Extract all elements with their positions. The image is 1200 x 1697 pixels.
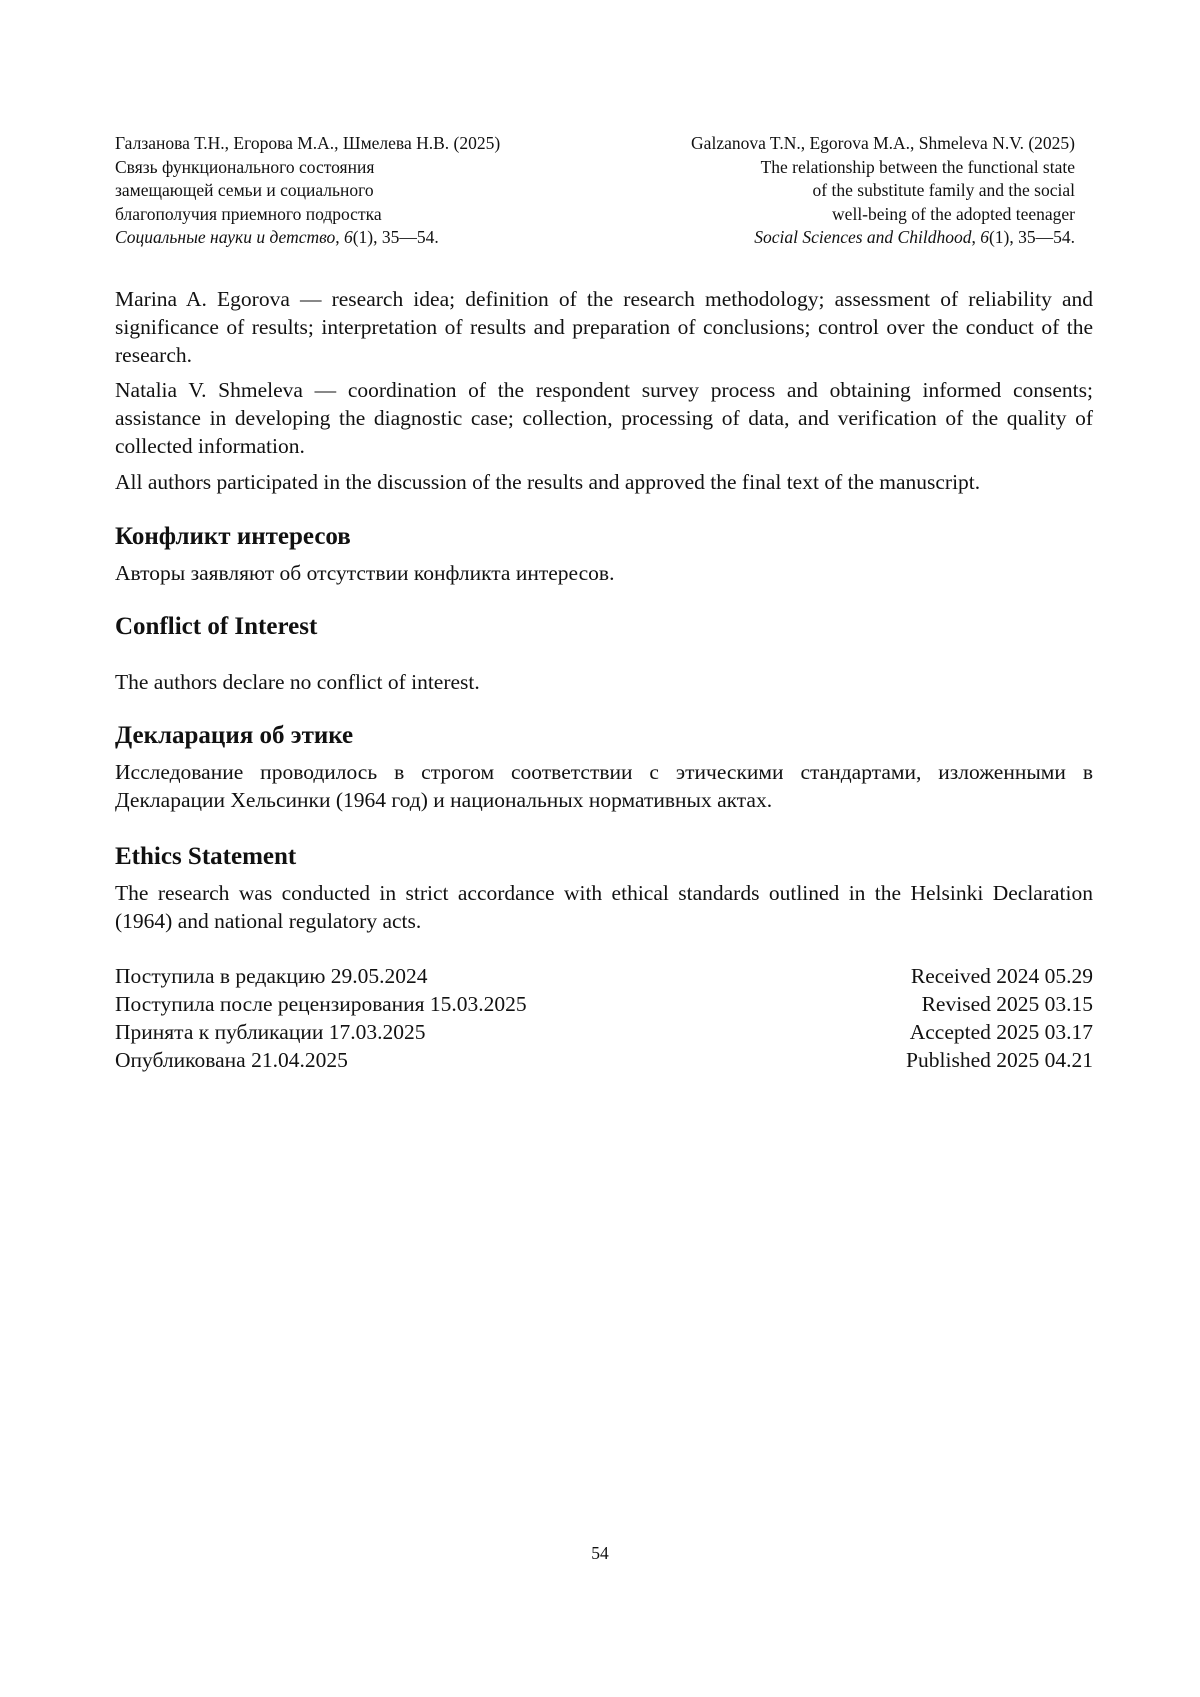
citation-en-volume: 6 — [980, 227, 989, 247]
publication-dates — [115, 962, 1093, 1074]
date-revised-ru: Поступила после рецензирования 15.03.2025 — [115, 992, 527, 1016]
citation-ru-issue-pages: (1), 35—54. — [352, 227, 439, 247]
date-published-en: Published 2025 04.21 — [906, 1048, 1093, 1072]
citation-ru-authors: Галзанова Т.Н., Егорова М.А., Шмелева Н.В. (2025) — [115, 133, 501, 153]
conflict-en-heading: Conflict of Interest — [115, 613, 318, 640]
citation-ru — [115, 132, 585, 250]
date-row-received — [115, 962, 1093, 990]
ethics-ru-heading: Декларация об этике — [115, 722, 354, 749]
date-received-ru: Поступила в редакцию 29.05.2024 — [115, 964, 428, 988]
citation-en-title-line: of the substitute family and the social — [812, 180, 1075, 200]
contribution-all-text: All authors participated in the discussion of the results and approved the final text of the manuscript. — [115, 470, 981, 494]
conflict-ru-text: Авторы заявляют об отсутствии конфликта интересов. — [115, 561, 615, 585]
citation-en-authors: Galzanova T.N., Egorova M.A., Shmeleva N.V. (2025) — [691, 133, 1075, 153]
date-row-accepted — [115, 1018, 1093, 1046]
citation-en-source — [605, 226, 1075, 250]
date-published-ru: Опубликована 21.04.2025 — [115, 1048, 348, 1072]
contribution-all — [115, 468, 1093, 496]
conflict-en-text: The authors declare no conflict of interest. — [115, 670, 480, 694]
citation-en-issue-pages: (1), 35—54. — [988, 227, 1075, 247]
contribution-egorova — [115, 285, 1093, 369]
citation-en-title-line: well-being of the adopted teenager — [832, 203, 1075, 224]
citation-ru-title-line: Связь функционального состояния — [115, 156, 375, 177]
date-row-revised — [115, 990, 1093, 1018]
citation-ru-journal: Социальные науки и детство — [115, 227, 336, 247]
ethics-en-text: The research was conducted in strict accordance with ethical standards outlined in the Helsinki Declaration (1964) and national regulatory acts. — [115, 881, 1093, 933]
ethics-en-heading: Ethics Statement — [115, 843, 297, 870]
contribution-shmeleva — [115, 376, 1093, 460]
citation-ru-title-line: благополучия приемного подростка — [115, 203, 382, 224]
ethics-ru-text: Исследование проводилось в строгом соответствии с этическими стандартами, изложенными в Декларации Хельсинки (1964 год) и национальных нормативных актах. — [115, 760, 1093, 812]
citation-en-separator: , — [971, 227, 981, 247]
citation-ru-title-line: замещающей семьи и социального — [115, 180, 374, 200]
citation-ru-volume: 6 — [343, 227, 353, 247]
citation-en-journal: Social Sciences and Childhood — [754, 227, 972, 247]
conflict-ru-heading: Конфликт интересов — [115, 523, 351, 550]
page-number: 54 — [591, 1543, 609, 1563]
date-accepted-en: Accepted 2025 03.17 — [909, 1020, 1093, 1044]
citation-ru-source — [115, 226, 585, 250]
date-revised-en: Revised 2025 03.15 — [921, 992, 1093, 1016]
date-received-en: Received 2024 05.29 — [910, 964, 1093, 988]
contribution-egorova-text: Marina A. Egorova — research idea; definition of the research methodology; assessment of reliability and significance of results; interpretation of results and preparation of conclusions; control over the conduct of the research. — [115, 287, 1093, 367]
citation-en — [605, 132, 1075, 250]
date-accepted-ru: Принята к публикации 17.03.2025 — [115, 1020, 426, 1044]
running-header — [115, 132, 1075, 250]
contribution-shmeleva-text: Natalia V. Shmeleva — coordination of the respondent survey process and obtaining informed consents; assistance in developing the diagnostic case; collection, processing of data, and verification of the quality of collected information. — [115, 378, 1093, 458]
citation-ru-separator: , — [335, 227, 344, 247]
citation-en-title-line: The relationship between the functional state — [760, 156, 1075, 177]
date-row-published — [115, 1046, 1093, 1074]
